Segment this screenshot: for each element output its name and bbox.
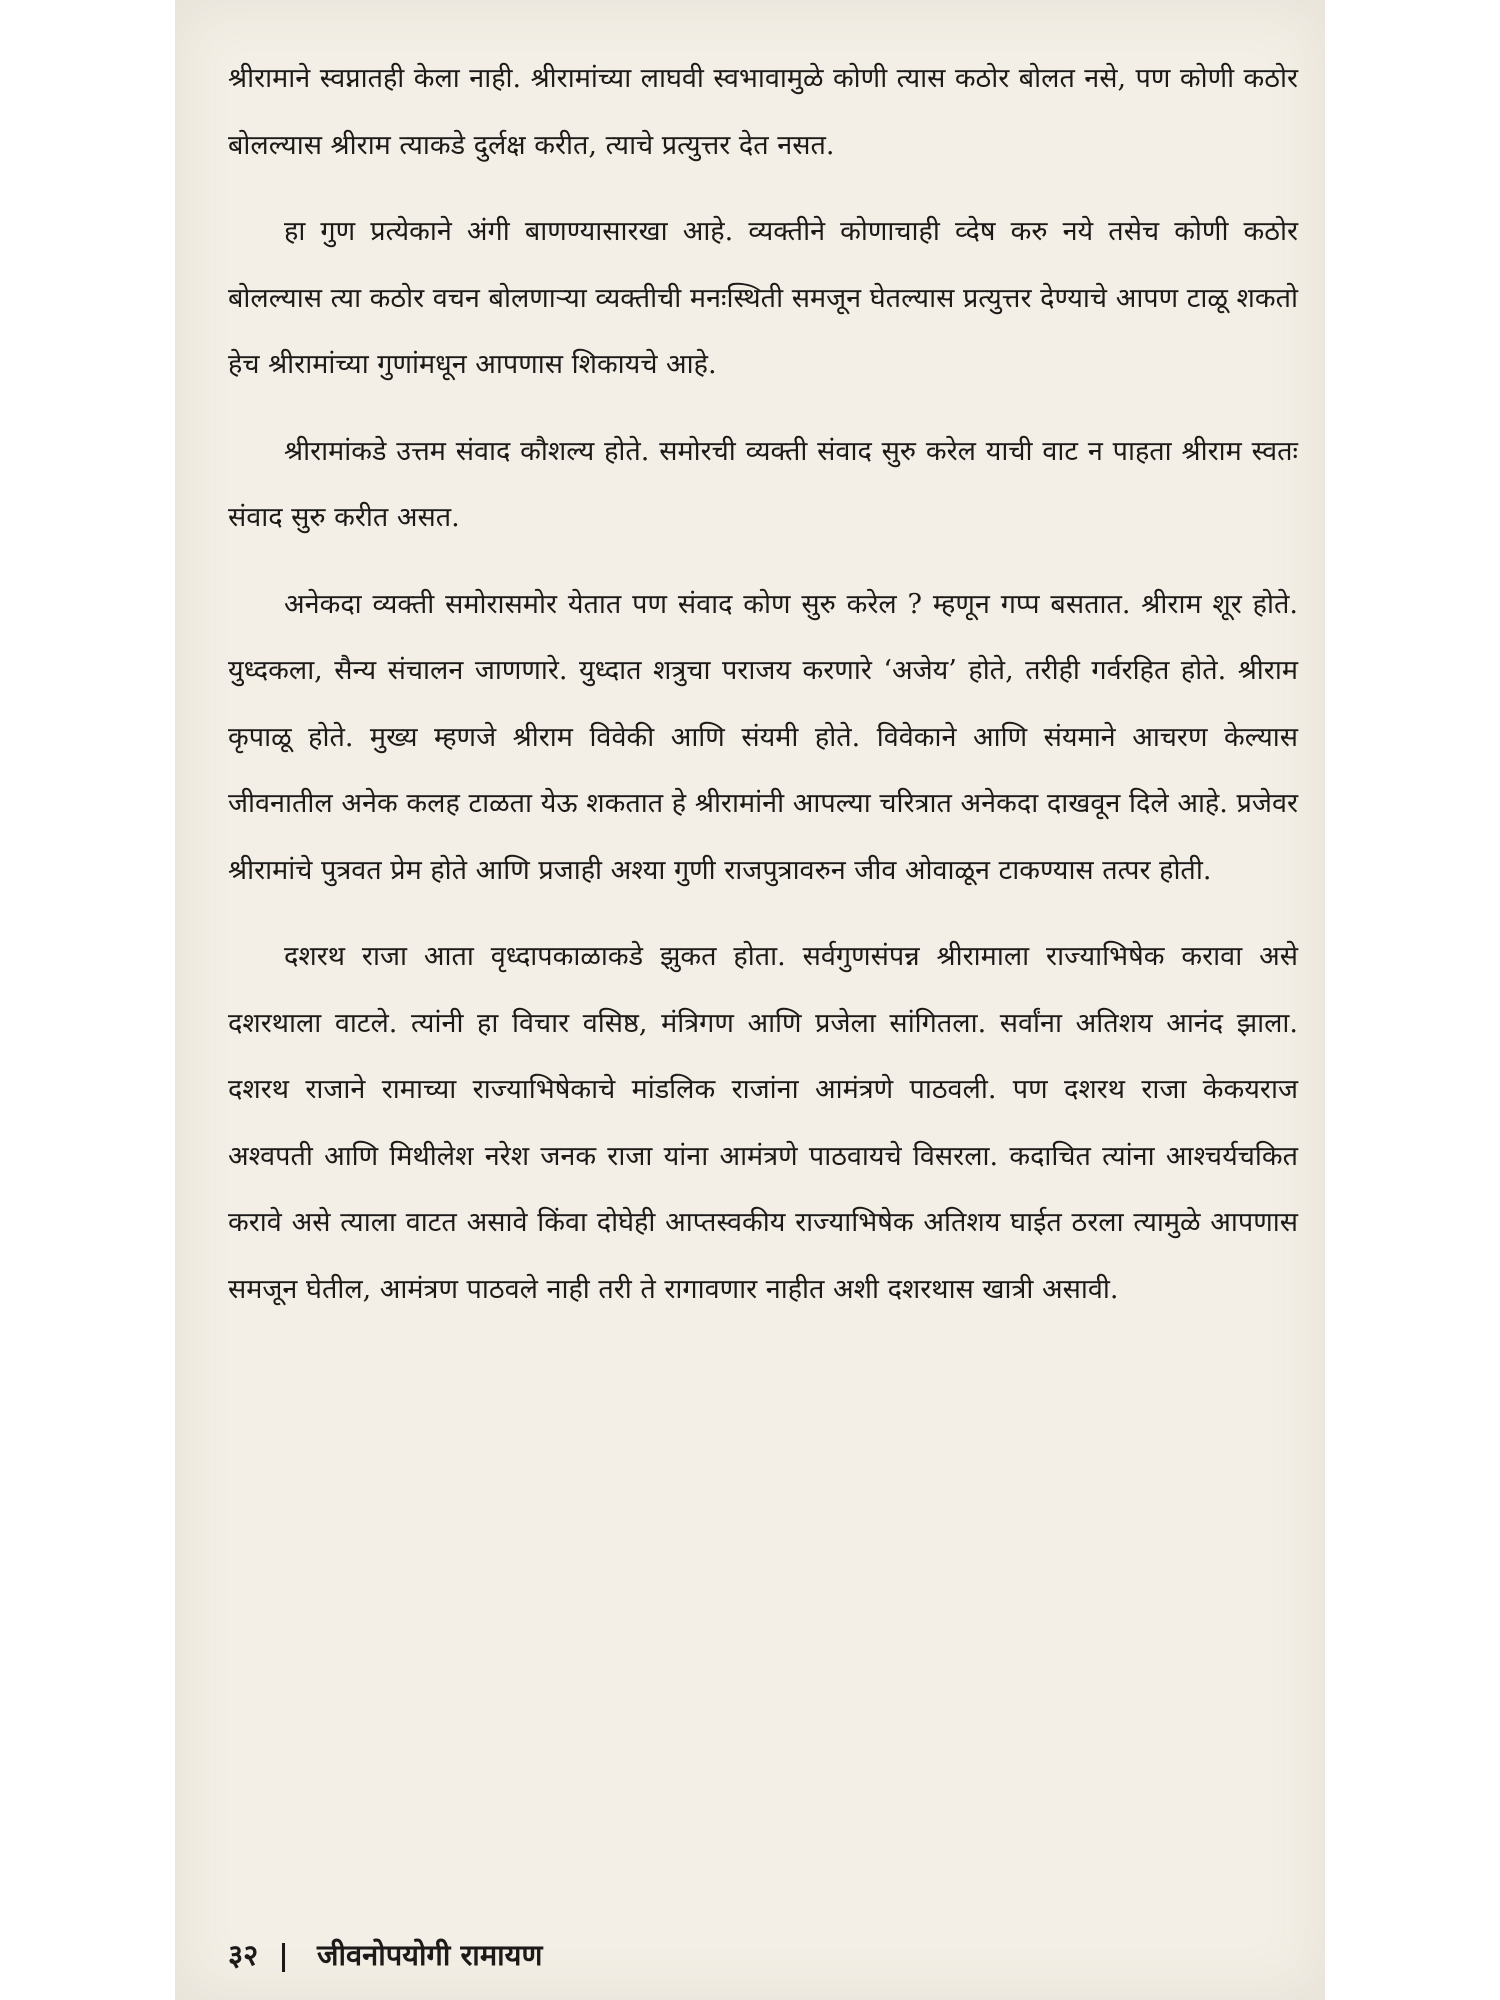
body-text <box>228 46 1298 1343</box>
footer-separator: | <box>278 1938 289 1972</box>
book-page <box>175 0 1325 2000</box>
paragraph-3: श्रीरामांकडे उत्तम संवाद कौशल्य होते. समोरची व्यक्ती संवाद सुरु करेल याची वाट न पाहता श्रीराम स्वतः संवाद सुरु करीत असत. <box>228 435 1298 533</box>
page-number: ३२ <box>228 1938 259 1972</box>
book-title: जीवनोपयोगी रामायण <box>316 1938 543 1972</box>
paragraph-1: श्रीरामाने स्वप्नातही केला नाही. श्रीरामांच्या लाघवी स्वभावामुळे कोणी त्यास कठोर बोलत नसे, पण कोणी कठोर बोलल्यास श्रीराम त्याकडे दुर्लक्ष करीत, त्याचे प्रत्युत्तर देत नसत. <box>228 63 1298 161</box>
paragraph-5: दशरथ राजा आता वृध्दापकाळाकडे झुकत होता. सर्वगुणसंपन्न श्रीरामाला राज्याभिषेक करावा असे दशरथाला वाटले. त्यांनी हा विचार वसिष्ठ, मंत्रिगण आणि प्रजेला सांगितला. सर्वांना अतिशय आनंद झाला. दशरथ राजाने रामाच्या राज्याभिषेकाचे मांडलिक राजांना आमंत्रणे पाठवली. पण दशरथ राजा केकयराज अश्वपती आणि मिथीलेश नरेश जनक राजा यांना आमंत्रणे पाठवायचे विसरला. कदाचित त्यांना आश्चर्यचकित करावे असे त्याला वाटत असावे किंवा दोघेही आप्तस्वकीय राज्याभिषेक अतिशय घाईत ठरला त्यामुळे आपणास समजून घेतील, आमंत्रण पाठवले नाही तरी ते रागावणार नाहीत अशी दशरथास खात्री असावी. <box>228 941 1298 1305</box>
page-footer <box>228 1935 542 1985</box>
paragraph-4: अनेकदा व्यक्ती समोरासमोर येतात पण संवाद कोण सुरु करेल ? म्हणून गप्प बसतात. श्रीराम शूर होते. युध्दकला, सैन्य संचालन जाणणारे. युध्दात शत्रुचा पराजय करणारे ‘अजेय’ होते, तरीही गर्वरहित होते. श्रीराम कृपाळू होते. मुख्य म्हणजे श्रीराम विवेकी आणि संयमी होते. विवेकाने आणि संयमाने आचरण केल्यास जीवनातील अनेक कलह टाळता येऊ शकतात हे श्रीरामांनी आपल्या चरित्रात अनेकदा दाखवून दिले आहे. प्रजेवर श्रीरामांचे पुत्रवत प्रेम होते आणि प्रजाही अश्या गुणी राजपुत्रावरुन जीव ओवाळून टाकण्यास तत्पर होती. <box>228 588 1298 886</box>
paragraph-2: हा गुण प्रत्येकाने अंगी बाणण्यासारखा आहे. व्यक्तीने कोणाचाही व्देष करु नये तसेच कोणी कठोर बोलल्यास त्या कठोर वचन बोलणाऱ्या व्यक्तीची मनःस्थिती समजून घेतल्यास प्रत्युत्तर देण्याचे आपण टाळू शकतो हेच श्रीरामांच्या गुणांमधून आपणास शिकायचे आहे. <box>228 216 1298 380</box>
